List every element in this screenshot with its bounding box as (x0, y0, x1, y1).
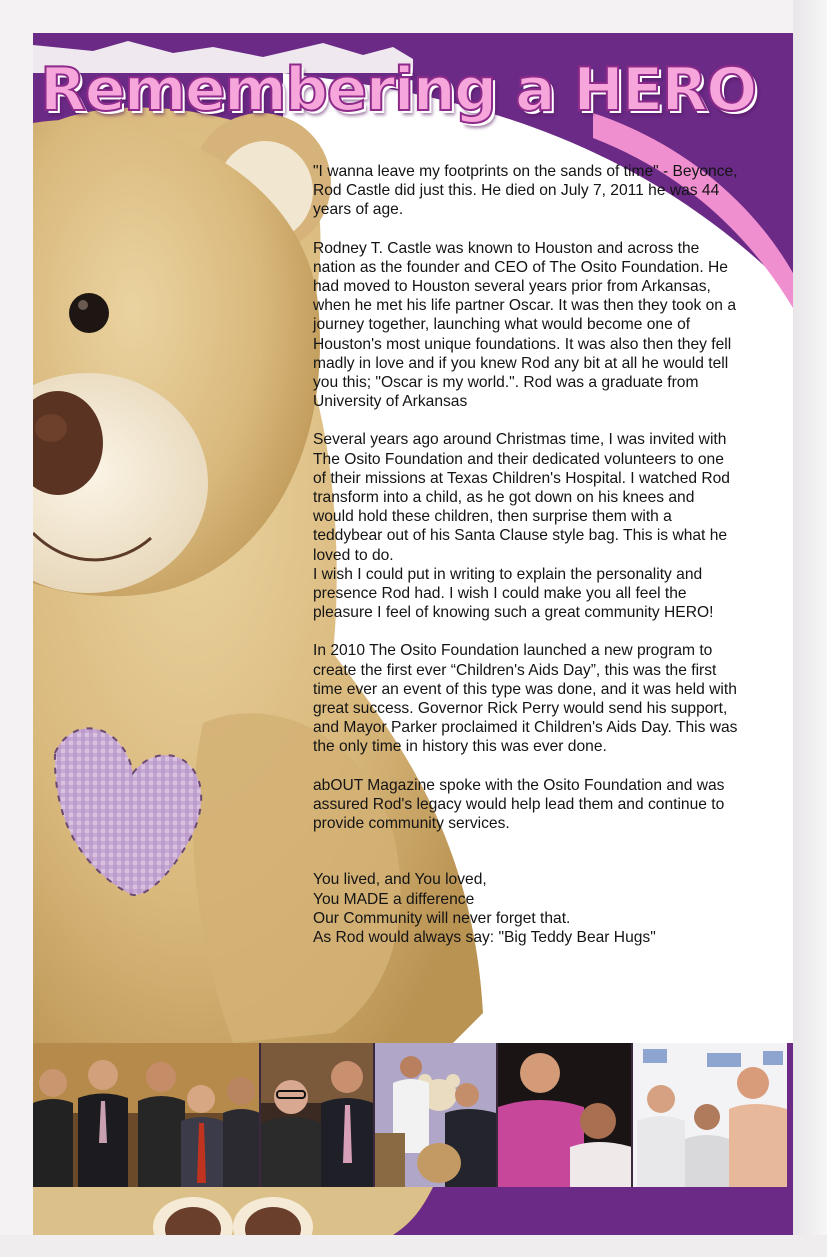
closing-line: As Rod would always say: "Big Teddy Bear Hugs" (313, 928, 656, 946)
page-margin-bottom (0, 1235, 827, 1257)
closing-line: Our Community will never forget that. (313, 909, 571, 927)
article-title: Remembering a HERO (40, 55, 756, 125)
bear-paws-band (33, 1187, 793, 1235)
paragraph-legacy: abOUT Magazine spoke with the Osito Foundation and was assured Rod's legacy would help lead them and continue to provide community services. (313, 776, 725, 833)
closing-line: You lived, and You loved, (313, 871, 487, 889)
page-margin-right (793, 0, 827, 1257)
paragraph-quote: "I wanna leave my footprints on the sands of time" - Beyonce, Rod Castle did just this. He died on July 7, 2011 he was 44 years of age. (313, 163, 738, 219)
sponsor-wall-photo (633, 1043, 787, 1187)
pink-shirt-photo (498, 1043, 632, 1187)
bear-photo (375, 1043, 496, 1187)
group-photo-2 (261, 1043, 373, 1187)
closing-line: You MADE a difference (313, 890, 475, 908)
article-body (313, 162, 738, 947)
paragraph-childrens-aids-day: In 2010 The Osito Foundation launched a new program to create the first ever “Children's Aids Day”, this was the first time ever an event of this type was done, and it was held with great success. Governor Rick Perry would send his support, and Mayor Parker proclaimed it Children's Aids Day. This was the only time in history this was ever done. (313, 642, 738, 756)
paragraph-hospital-visit: Several years ago around Christmas time, I was invited with The Osito Foundation and their dedicated volunteers to one of their missions at Texas Children's Hospital. I watched Rod transform into a child, as he got down on his knees and would hold these children, then surprise them with a teddybear out of his Santa Clause style bag. This is what he loved to do. (313, 431, 730, 564)
group-photo-1 (33, 1043, 259, 1187)
photo-strip (33, 1043, 787, 1187)
paragraph-biography: Rodney T. Castle was known to Houston and across the nation as the founder and CEO of The Osito Foundation. He had moved to Houston several years prior from Arkansas, when he met his life partner Oscar. It was then they took on a journey together, launching what would become one of Houston's most unique foundations. It was also then they fell madly in love and if you knew Rod any bit at all he would tell you this; "Oscar is my world.". Rod was a graduate from University of Arkansas (313, 239, 736, 411)
paragraph-personality: I wish I could put in writing to explain the personality and presence Rod had. I wish I could make you all feel the pleasure I feel of knowing such a great community HERO! (313, 565, 714, 622)
